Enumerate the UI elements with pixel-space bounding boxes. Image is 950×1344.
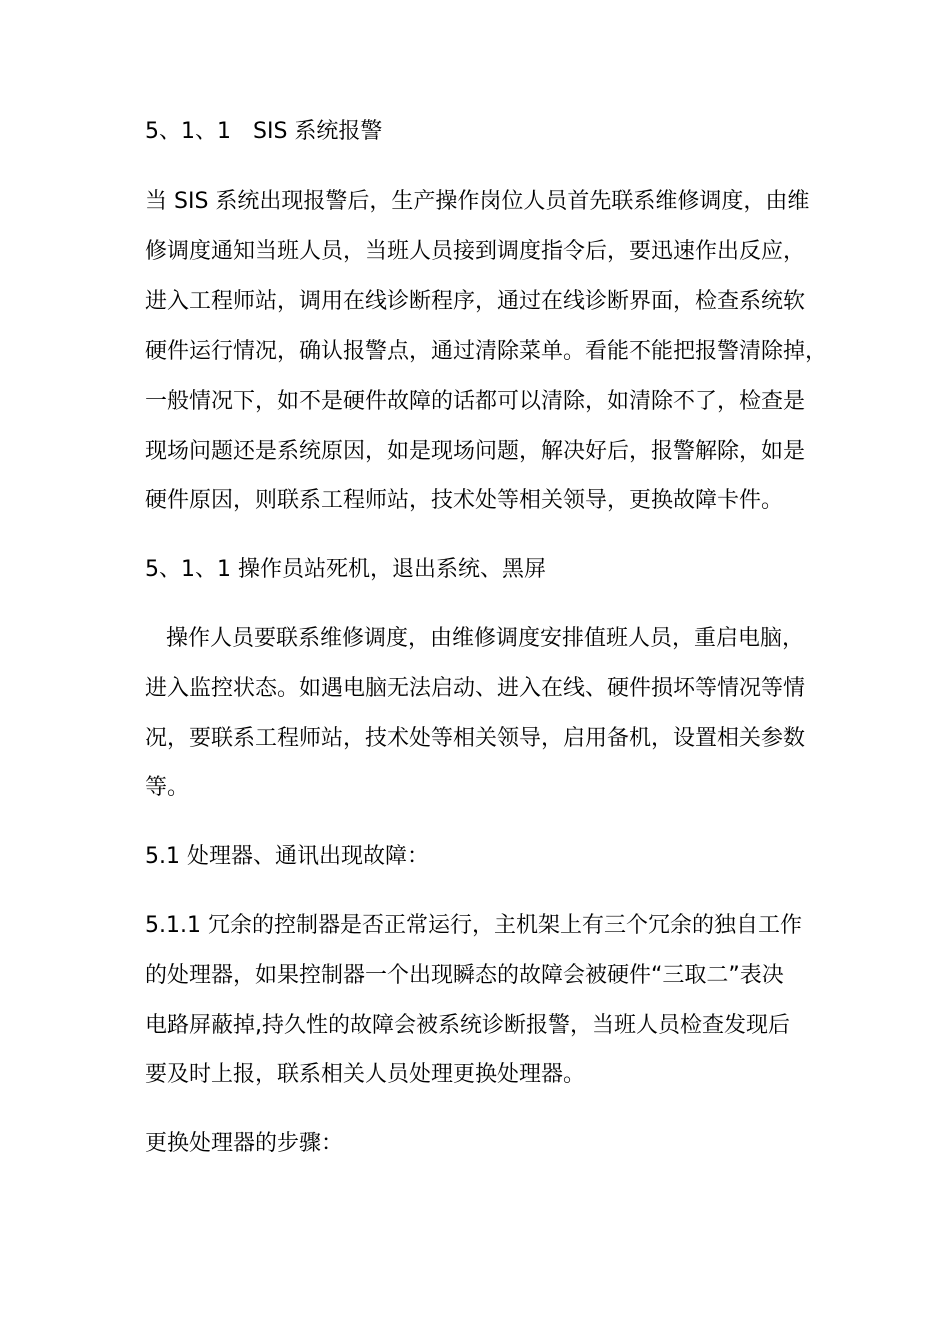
paragraph-line: 修调度通知当班人员，当班人员接到调度指令后，要迅速作出反应， (145, 239, 806, 264)
section-heading-processor-fault: 5.1 处理器、通讯出现故障： (145, 844, 429, 869)
paragraph-line: 硬件运行情况，确认报警点，通过清除菜单。看能不能把报警清除掉， (145, 339, 828, 364)
paragraph-line: 等。 (145, 775, 190, 800)
paragraph-line: 硬件原因，则联系工程师站，技术处等相关领导，更换故障卡件。 (145, 488, 784, 513)
paragraph-line: 进入工程师站，调用在线诊断程序，通过在线诊断界面，检查系统软 (145, 289, 806, 314)
paragraph-line: 进入监控状态。如遇电脑无法启动、进入在线、硬件损坏等情况等情 (145, 676, 806, 701)
paragraph-line: 5.1.1 冗余的控制器是否正常运行，主机架上有三个冗余的独自工作 (145, 913, 802, 938)
paragraph-line: 现场问题还是系统原因，如是现场问题，解决好后，报警解除，如是 (145, 439, 806, 464)
paragraph-line: 当 SIS 系统出现报警后，生产操作岗位人员首先联系维修调度，由维 (145, 189, 810, 214)
paragraph-line: 电路屏蔽掉,持久性的故障会被系统诊断报警，当班人员检查发现后 (145, 1013, 790, 1038)
section-heading-sis-alarm: 5、1、1 SIS 系统报警 (145, 119, 383, 144)
paragraph-line: 操作人员要联系维修调度，由维修调度安排值班人员，重启电脑， (166, 626, 805, 651)
paragraph-line: 的处理器，如果控制器一个出现瞬态的故障会被硬件“三取二”表决 (145, 963, 784, 988)
paragraph-line: 一般情况下，如不是硬件故障的话都可以清除，如清除不了，检查是 (145, 389, 806, 414)
section-heading-operator-station: 5、1、1 操作员站死机，退出系统、黑屏 (145, 557, 546, 582)
paragraph-line: 况，要联系工程师站，技术处等相关领导，启用备机，设置相关参数 (145, 726, 806, 751)
paragraph-line: 要及时上报，联系相关人员处理更换处理器。 (145, 1062, 586, 1087)
section-heading-replace-steps: 更换处理器的步骤： (145, 1131, 344, 1156)
